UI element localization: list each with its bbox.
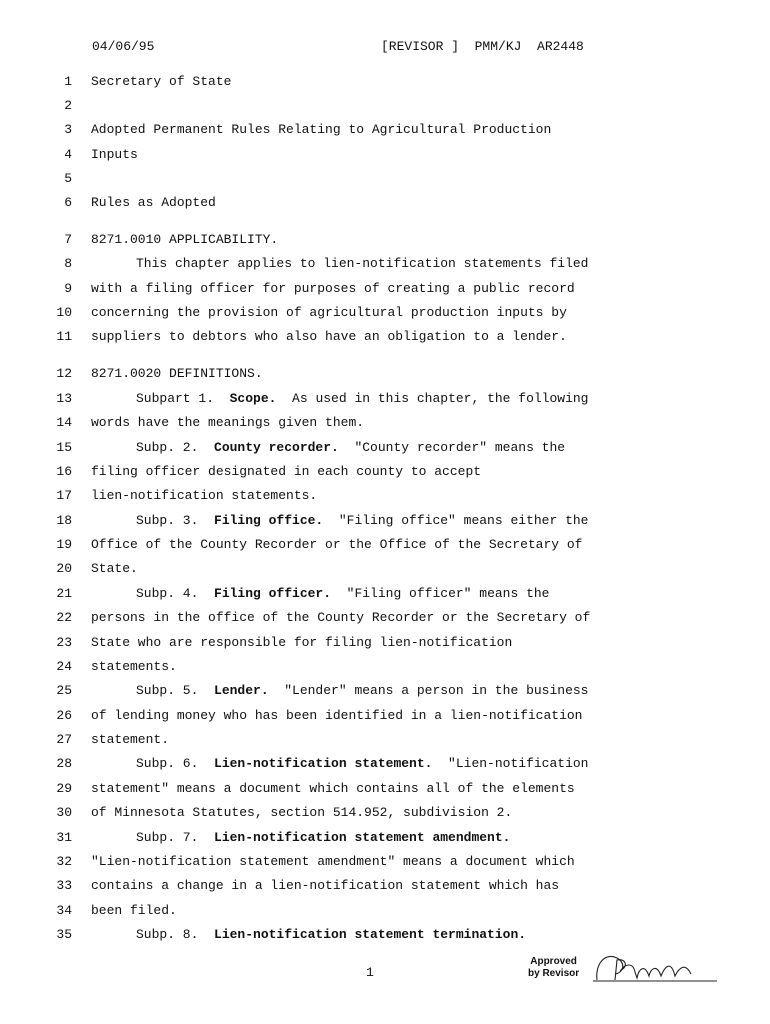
text-run: contains a change in a lien-notification statement which has [91,878,560,893]
defined-term: Lender. [214,683,269,698]
defined-term: Lien-notification statement. [214,756,433,771]
line-text [136,255,588,273]
line-number: 22 [56,610,72,625]
line-number: 23 [56,635,72,650]
line-number: 9 [64,281,72,296]
line-number: 28 [56,756,72,771]
line-text [91,231,278,249]
line-number: 25 [56,683,72,698]
line-text [91,73,231,91]
text-run: "County recorder" means the [338,440,566,455]
line-number: 34 [56,903,72,918]
line-number: 19 [56,537,72,552]
text-run: Inputs [91,147,138,162]
line-text [91,707,582,725]
text-run: of lending money who has been identified in a lien-notification [91,708,583,723]
line-number: 3 [64,122,72,137]
line-text [91,609,590,627]
line-number: 7 [64,232,72,247]
line-text [136,926,526,944]
line-text [91,487,317,505]
line-text [136,512,588,530]
line-text [136,755,588,773]
text-run: "Lien-notification [432,756,589,771]
line-text [91,121,551,139]
line-number: 18 [56,513,72,528]
text-run: "Filing officer" means the [331,586,550,601]
line-text [91,304,567,322]
text-run: statement. [91,732,170,747]
line-number: 33 [56,878,72,893]
approved-label: Approved [530,956,577,967]
text-run: 8271.0010 APPLICABILITY. [91,232,279,247]
line-number: 11 [56,329,72,344]
text-run: State who are responsible for filing lien-notification [91,635,513,650]
text-run: with a filing officer for purposes of creating a public record [91,281,575,296]
line-number: 10 [56,305,72,320]
line-number: 21 [56,586,72,601]
line-text [91,804,512,822]
text-run: statement" means a document which contains all of the elements [91,781,575,796]
line-number: 13 [56,391,72,406]
text-run: 8271.0020 DEFINITIONS. [91,366,263,381]
header-revisor-code: [REVISOR ] PMM/KJ AR2448 [381,39,584,54]
text-run: This chapter applies to lien-notification statements filed [136,256,589,271]
line-text [136,682,588,700]
line-text [91,194,216,212]
line-number: 2 [64,98,72,113]
line-text [91,634,512,652]
line-number: 24 [56,659,72,674]
line-text [91,877,559,895]
text-run: Subp. 4. [136,586,215,601]
line-number: 31 [56,830,72,845]
approved-by-revisor-stamp [525,954,725,994]
text-run: lien-notification statements. [91,488,318,503]
line-text [91,560,138,578]
line-text [91,658,177,676]
line-text [91,280,575,298]
line-text [136,439,565,457]
text-run: Adopted Permanent Rules Relating to Agricultural Production [91,122,552,137]
text-run: of Minnesota Statutes, section 514.952, subdivision 2. [91,805,513,820]
line-number: 4 [64,147,72,162]
line-number: 5 [64,171,72,186]
line-number: 30 [56,805,72,820]
text-run: concerning the provision of agricultural production inputs by [91,305,567,320]
text-run: State. [91,561,138,576]
defined-term: Filing office. [214,513,324,528]
line-number: 16 [56,464,72,479]
text-run: statements. [91,659,177,674]
text-run: words have the meanings given them. [91,415,365,430]
revisor-signature [525,954,725,994]
text-run: As used in this chapter, the following [276,391,589,406]
line-text [91,463,481,481]
line-number: 29 [56,781,72,796]
defined-term: Lien-notification statement termination. [214,927,527,942]
line-text [91,780,575,798]
line-number: 20 [56,561,72,576]
defined-term: Lien-notification statement amendment. [214,830,511,845]
defined-term: County recorder. [214,440,339,455]
line-number: 17 [56,488,72,503]
text-run: persons in the office of the County Recorder or the Secretary of [91,610,591,625]
line-number: 6 [64,195,72,210]
text-run: Subp. 5. [136,683,215,698]
line-number: 12 [56,366,72,381]
line-number: 35 [56,927,72,942]
header-date: 04/06/95 [92,39,155,54]
text-run: Subp. 3. [136,513,215,528]
text-run: filing officer designated in each county to accept [91,464,482,479]
text-run: suppliers to debtors who also have an obligation to a lender. [91,329,567,344]
text-run: Subp. 7. [136,830,215,845]
page-number: 1 [366,965,374,980]
line-text [136,829,510,847]
text-run: Subp. 6. [136,756,215,771]
text-run: "Lien-notification statement amendment" means a document which [91,854,575,869]
line-number: 26 [56,708,72,723]
line-text [91,731,169,749]
defined-term: Scope. [229,391,277,406]
text-run: Subpart 1. [136,391,230,406]
line-text [91,328,567,346]
text-run: Office of the County Recorder or the Office of the Secretary of [91,537,583,552]
defined-term: Filing officer. [214,586,332,601]
line-number: 8 [64,256,72,271]
line-text [136,585,549,603]
line-text [91,853,575,871]
by-revisor-label: by Revisor [528,968,580,979]
line-number: 14 [56,415,72,430]
text-run: Rules as Adopted [91,195,216,210]
line-text [136,390,589,408]
text-run: Subp. 8. [136,927,215,942]
text-run: been filed. [91,903,177,918]
line-number: 32 [56,854,72,869]
line-text [91,902,177,920]
text-run: Secretary of State [91,74,232,89]
line-text [91,365,263,383]
line-text [91,414,364,432]
text-run: "Filing office" means either the [323,513,589,528]
line-text [91,146,138,164]
line-number: 1 [64,74,72,89]
line-number: 15 [56,440,72,455]
line-text [91,536,582,554]
text-run: Subp. 2. [136,440,215,455]
line-number: 27 [56,732,72,747]
text-run: "Lender" means a person in the business [268,683,589,698]
